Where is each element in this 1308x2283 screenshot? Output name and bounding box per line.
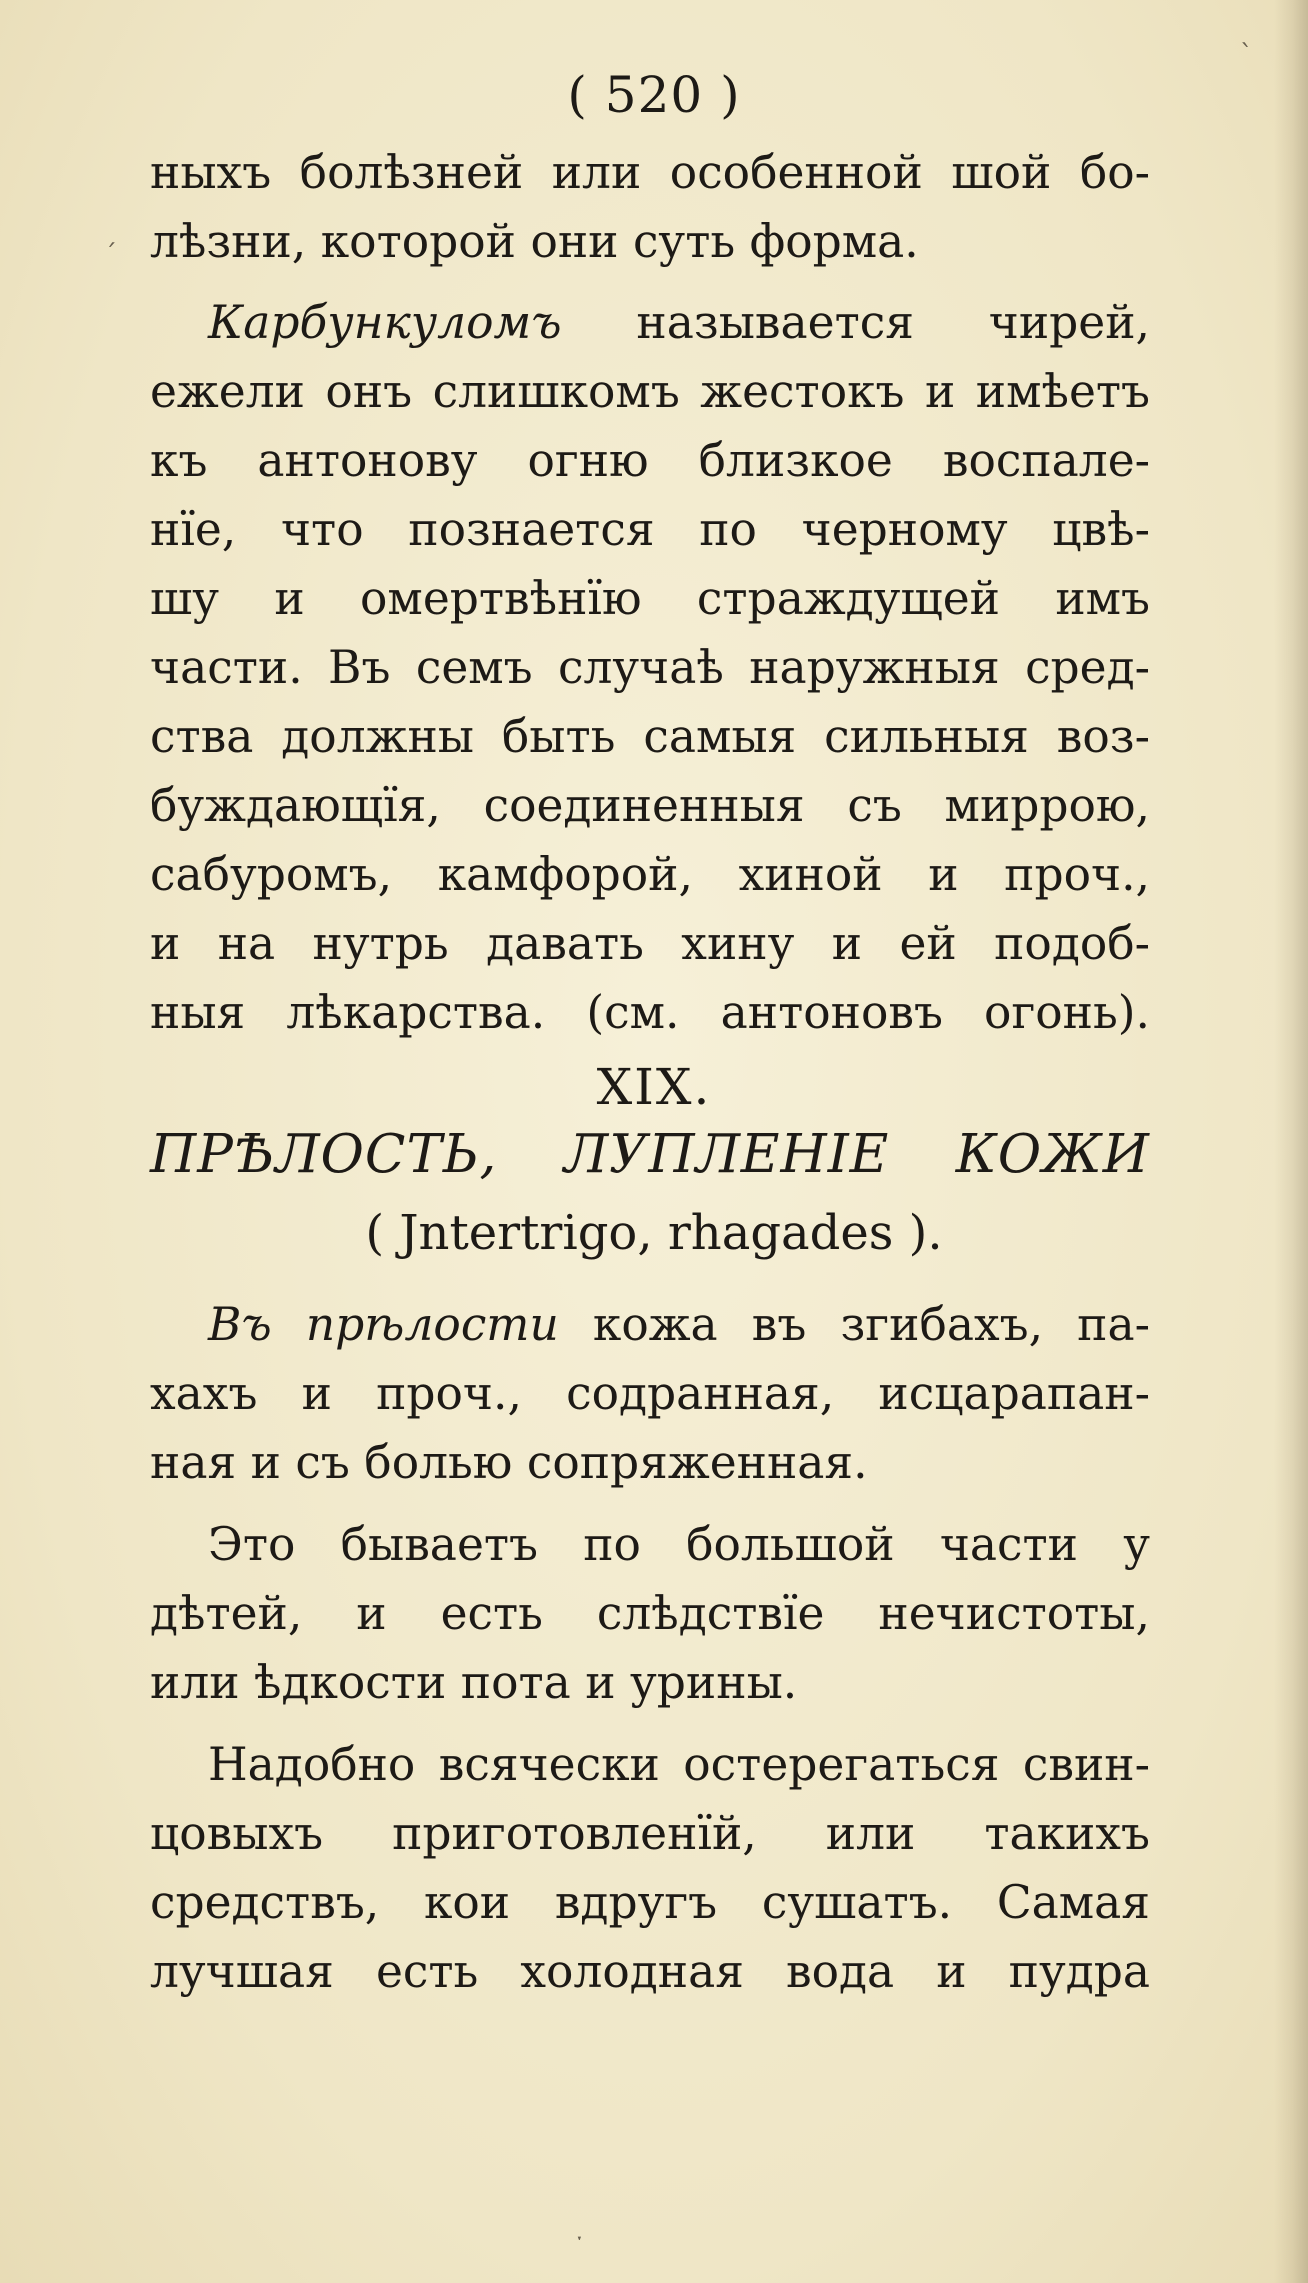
italic-term: Карбункуломъ	[208, 296, 562, 349]
text-line: средствъ, кои вдругъ сушатъ. Самая	[150, 1876, 1150, 1929]
text-line: Надобно всячески остерегаться свин-	[208, 1738, 1150, 1791]
text-line: ная и съ болью сопряженная.	[150, 1436, 868, 1489]
paragraph-children	[150, 1510, 1150, 1717]
text-line: цовыхъ приготовленїй, или такихъ	[150, 1807, 1150, 1860]
text-line: лѣзни, которой они суть форма.	[150, 215, 919, 268]
text-fragment: называется чирей,	[636, 296, 1150, 349]
text-line: нїе, что познается по черному цвѣ-	[150, 503, 1150, 556]
text-line: части. Въ семъ случаѣ наружныя сред-	[150, 641, 1150, 694]
page-edge-shadow	[1274, 0, 1308, 2283]
text-line: ства должны быть самыя сильныя воз-	[150, 710, 1150, 763]
text-line: лучшая есть холодная вода и пудра	[150, 1945, 1150, 1998]
ink-speck: ˊ	[104, 240, 117, 270]
text-line: шу и омертвѣнїю страждущей имъ	[150, 572, 1150, 625]
paragraph-intertrigo	[150, 1290, 1150, 1497]
text-line: дѣтей, и есть слѣдствїе нечистоты,	[150, 1587, 1150, 1640]
paragraph-continuation	[150, 138, 1150, 276]
text-line: буждающїя, соединенныя съ миррою,	[150, 779, 1150, 832]
italic-term: Въ прѣлости	[208, 1298, 559, 1351]
text-line: хахъ и проч., содранная, исцарапан-	[150, 1367, 1150, 1420]
text-line: къ антонову огню близкое воспале-	[150, 434, 1150, 487]
section-latin-subtitle: ( Jntertrigo, rhagades ).	[365, 1205, 943, 1261]
paragraph-carbuncle	[150, 288, 1150, 1047]
text-line: Это бываетъ по большой части у	[208, 1518, 1150, 1571]
text-line: ныхъ болѣзней или особенной шой бо-	[150, 146, 1150, 199]
section-title: ПРѢЛОСТЬ, ЛУПЛЕНІЕ КОЖИ	[150, 1124, 1150, 1185]
text-fragment: кожа въ згибахъ, па-	[592, 1298, 1150, 1351]
text-line	[150, 1290, 1150, 1359]
text-line: сабуромъ, камфорой, хиной и проч.,	[150, 848, 1150, 901]
text-line: ежели онъ слишкомъ жестокъ и имѣетъ	[150, 365, 1150, 418]
text-line: или ѣдкости пота и урины.	[150, 1656, 798, 1709]
text-line	[150, 288, 1150, 357]
ink-speck: ˑ	[575, 2225, 584, 2255]
ink-speck: ˋ	[1240, 40, 1253, 70]
text-line: ныя лѣкарства. (см. антоновъ огонь).	[150, 986, 1150, 1039]
text-line: и на нутрь давать хину и ей подоб-	[150, 917, 1150, 970]
page-number: ( 520 )	[567, 66, 741, 124]
paragraph-precautions	[150, 1730, 1150, 2006]
section-number: XIX.	[596, 1058, 712, 1116]
